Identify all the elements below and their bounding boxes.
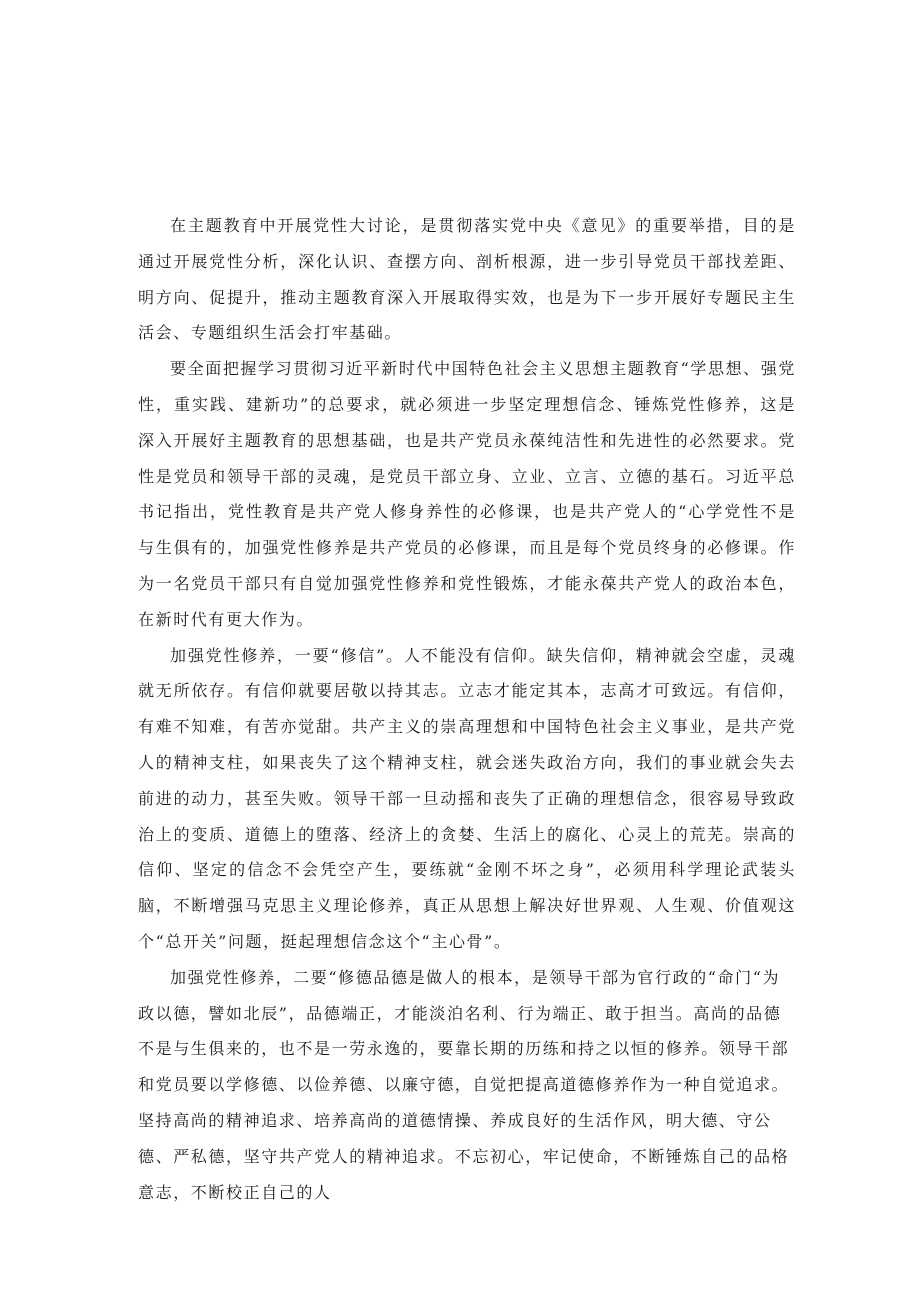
document-body [138,208,796,1210]
paragraph-intro: 在主题教育中开展党性大讨论，是贯彻落实党中央《意见》的重要举措，目的是通过开展党性分析，深化认识、查摆方向、剖析根源，进一步引导党员干部找差距、明方向、促提升，推动主题教育深入开展取得实效，也是为下一步开展好专题民主生活会、专题组织生活会打牢基础。 [138,216,796,343]
paragraph-cultivate-virtue: 加强党性修养，二要“修德品德是做人的根本，是领导干部为官行政的“命门“为政以德，譬如北辰”，品德端正，才能淡泊名利、行为端正、敢于担当。高尚的品德不是与生俱来的，也不是一劳永逸的，要靠长期的历练和持之以恒的修养。领导干部和党员要以学修德、以俭养德、以廉守德，自觉把提高道德修养作为一种自觉追求。坚持高尚的精神追求、培养高尚的道德情操、养成良好的生活作风，明大德、守公德、严私德，坚守共产党人的精神追求。不忘初心，牢记使命，不断锤炼自己的品格意志，不断校正自己的人 [138,967,790,1202]
paragraph-cultivate-belief: 加强党性修养，一要“修信”。人不能没有信仰。缺失信仰，精神就会空虚，灵魂就无所依存。有信仰就要居敬以持其志。立志才能定其本，志高才可致远。有信仰，有难不知难，有苦亦觉甜。共产主义的崇高理想和中国特色社会主义事业，是共产党人的精神支柱，如果丧失了这个精神支柱，就会迷失政治方向，我们的事业就会失去前进的动力，甚至失败。领导干部一旦动摇和丧失了正确的理想信念，很容易导致政治上的变质、道德上的堕落、经济上的贪婪、生活上的腐化、心灵上的荒芜。崇高的信仰、坚定的信念不会凭空产生，要练就“金刚不坏之身”，必须用科学理论武装头脑，不断增强马克思主义理论修养，真正从思想上解决好世界观、人生观、价值观这个“总开关”问题，挺起理想信念这个“主心骨”。 [138,645,796,951]
paragraph-general-requirement: 要全面把握学习贯彻习近平新时代中国特色社会主义思想主题教育“学思想、强党性，重实践、建新功”的总要求，就必须进一步坚定理想信念、锤炼党性修养，这是深入开展好主题教育的思想基础，也是共产党员永葆纯洁性和先进性的必然要求。党性是党员和领导干部的灵魂，是党员干部立身、立业、立言、立德的基石。习近平总书记指出，党性教育是共产党人修身养性的必修课，也是共产党人的“心学党性不是与生俱有的，加强党性修养是共产党员的必修课，而且是每个党员终身的必修课。作为一名党员干部只有自觉加强党性修养和党性锻炼，才能永葆共产党人的政治本色，在新时代有更大作为。 [138,359,796,629]
